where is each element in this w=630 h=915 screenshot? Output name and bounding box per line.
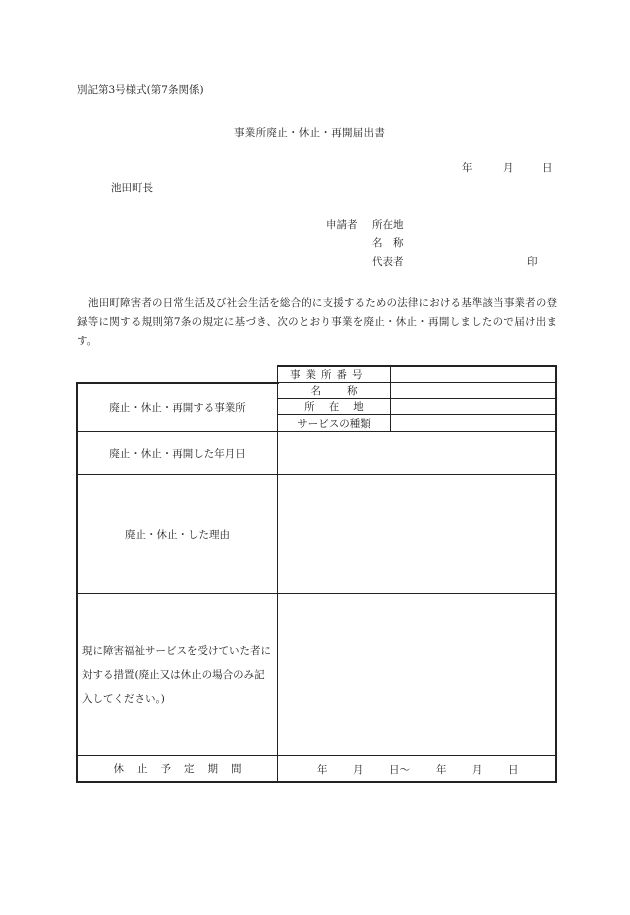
measures-input[interactable] [278,594,555,755]
susp-month-2: 月 [472,764,483,776]
service-type-label: サービスの種類 [297,417,371,430]
name-input[interactable] [391,383,555,398]
susp-year-1: 年 [317,764,328,776]
date-year: 年 [462,162,473,174]
applicant-name-label: 名 称 [372,237,404,249]
suspension-period-input[interactable] [278,756,555,781]
applicant-address-label: 所在地 [372,219,404,231]
reason-input[interactable] [278,475,555,593]
measures-label [82,594,275,755]
document-title: 事業所廃止・休止・再開届出書 [234,127,386,139]
susp-day-2: 日 [508,764,519,776]
susp-year-2: 年 [436,764,447,776]
location-label [278,399,390,414]
date-day: 日 [542,162,553,174]
office-label: 廃止・休止・再開する事業所 [109,401,246,414]
applicant-label: 申請者 [326,219,358,231]
date-month: 月 [503,162,514,174]
addressee: 池田町長 [111,182,153,194]
body-text: 池田町障害者の日常生活及び社会生活を総合的に支援するための法律における基準該当事業者の登録等に関する規則第7条の規定に基づき、次のとおり事業を廃止・休止・再開しましたので届け出ます。 [77,297,557,347]
applicant-rep-label: 代表者 [372,256,404,268]
table-border-bottom [76,781,557,783]
name-label-text: 名称 [310,385,384,397]
location-label-text: 所在地 [304,401,378,413]
name-label [278,383,390,398]
suspension-label [78,756,277,781]
office-number-input[interactable] [391,367,555,382]
measures-label-text: 現に障害福祉サービスを受けていた者に対する措置(廃止又は休止の場合のみ記入してください。) [82,644,271,705]
date-input[interactable] [278,432,555,474]
office-number-label [290,367,378,382]
seal-mark: 印 [527,256,538,268]
reason-label: 廃止・休止・した理由 [125,528,230,541]
suspension-label-text: 休止予定期間 [113,763,255,775]
date-label: 廃止・休止・再開した年月日 [109,447,246,460]
susp-month-1: 月 [353,764,364,776]
service-type-input[interactable] [391,415,555,431]
office-number-text [290,367,378,382]
location-input[interactable] [391,399,555,414]
table-border-right [555,365,557,783]
office-number-value: 事業所番号 [290,369,368,381]
form-number: 別記第3号様式(第7条関係) [77,84,204,96]
susp-day-1: 日〜 [389,764,410,776]
